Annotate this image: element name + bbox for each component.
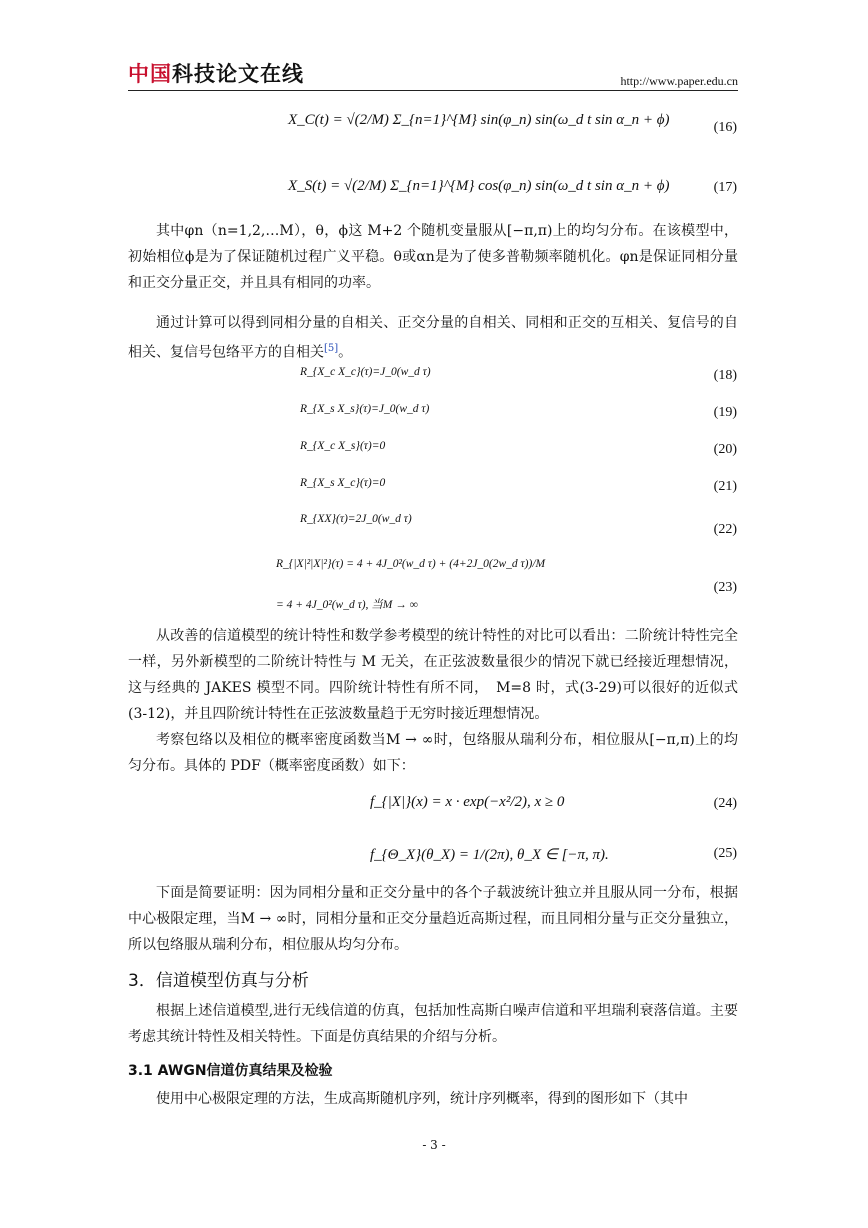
section-3-heading: 3．信道模型仿真与分析 [128,971,309,991]
equation-18: R_{X_c X_c}(τ)=J_0(w_d τ) [300,366,431,378]
paragraph-awgn: 使用中心极限定理的方法，生成高斯随机序列，统计序列概率，得到的图形如下（其中 [156,1091,688,1107]
equation-20-number: (20) [713,442,737,457]
equation-17-text: X_S(t) = √(2/M) Σ_{n=1}^{M} cos(φ_n) sin(ω_d t sin α_n + ϕ) [288,178,670,194]
header-url[interactable]: http://www.paper.edu.cn [620,74,738,88]
equation-21-number: (21) [713,479,737,494]
equation-19-number: (19) [713,405,737,420]
equation-23-number: (23) [713,580,737,595]
paragraph-simulation-intro: 根据上述信道模型,进行无线信道的仿真，包括加性高斯白噪声信道和平坦瑞利衰落信道。主要考虑其统计特性及相关特性。下面是仿真结果的介绍与分析。 [128,1003,738,1045]
equation-16-text: X_C(t) = √(2/M) Σ_{n=1}^{M} sin(φ_n) sin(ω_d t sin α_n + ϕ) [288,112,670,128]
section-3-1-heading: 3.1 AWGN信道仿真结果及检验 [128,1063,333,1079]
logo-red-text: 中国 [128,62,172,86]
paragraph-correlation-intro [128,310,738,366]
equation-18-number: (18) [713,368,737,383]
page-number: - 3 - [422,1138,446,1152]
journal-logo [128,58,304,88]
equation-16 [288,112,670,129]
paragraph-proof: 下面是简要证明：因为同相分量和正交分量中的各个子载波统计独立并且服从同一分布，根据中心极限定理，当M → ∞时，同相分量和正交分量趋近高斯过程，而且同相分量与正交分量独立，所以包络服从瑞利分布，相位服从均匀分布。 [128,885,738,953]
equation-24-number: (24) [713,796,737,811]
equation-22: R_{XX}(τ)=2J_0(w_d τ) [300,513,412,525]
equation-24: f_{|X|}(x) = x · exp(−x²/2), x ≥ 0 [370,794,565,810]
equation-23-line2: = 4 + 4J_0²(w_d τ), 当M → ∞ [276,599,418,611]
paragraph-statistics-comparison: 从改善的信道模型的统计特性和数学参考模型的统计特性的对比可以看出：二阶统计特性完全一样，另外新模型的二阶统计特性与 M 无关，在正弦波数量很少的情况下就已经接近理想情况，这与经典的 JAKES 模型不同。四阶统计特性有所不同， M=8 时，式(3-29)可以很好的近似式(3-12)，并且四阶统计特性在正弦波数量趋于无穷时接近理想情况。 [128,628,738,722]
header-rule [128,90,738,91]
equation-25: f_{Θ_X}(θ_X) = 1/(2π), θ_X ∈ [−π, π). [370,847,609,863]
equation-21: R_{X_s X_c}(τ)=0 [300,477,386,489]
equation-25-number: (25) [713,846,737,861]
paragraph-correlation-text: 通过计算可以得到同相分量的自相关、正交分量的自相关、同相和正交的互相关、复信号的自相关、复信号包络平方的自相关 [128,315,738,361]
paragraph-correlation-end: 。 [338,344,353,361]
equation-17 [288,178,669,195]
equation-17-number: (17) [713,180,737,195]
paragraph-variables: 其中φn（n=1,2,…M），θ，ϕ这 M+2 个随机变量服从[−π,π)上的均匀分布。在该模型中，初始相位ϕ是为了保证随机过程广义平稳。θ或αn是为了使多普勒频率随机化。φn是保证同相分量和正交分量正交，并且具有相同的功率。 [128,223,738,291]
equation-19: R_{X_s X_s}(τ)=J_0(w_d τ) [300,403,430,415]
paragraph-pdf-intro: 考察包络以及相位的概率密度函数当M → ∞时，包络服从瑞利分布，相位服从[−π,π)上的均匀分布。具体的 PDF（概率密度函数）如下： [128,732,738,774]
logo-black-text: 科技论文在线 [172,62,304,86]
equation-23-line1: R_{|X|²|X|²}(τ) = 4 + 4J_0²(w_d τ) + (4+2J_0(2w_d τ))/M [276,558,546,570]
equation-20: R_{X_c X_s}(τ)=0 [300,440,386,452]
equation-16-number: (16) [713,120,737,135]
citation-5[interactable]: [5] [324,343,339,354]
equation-22-number: (22) [713,522,737,537]
